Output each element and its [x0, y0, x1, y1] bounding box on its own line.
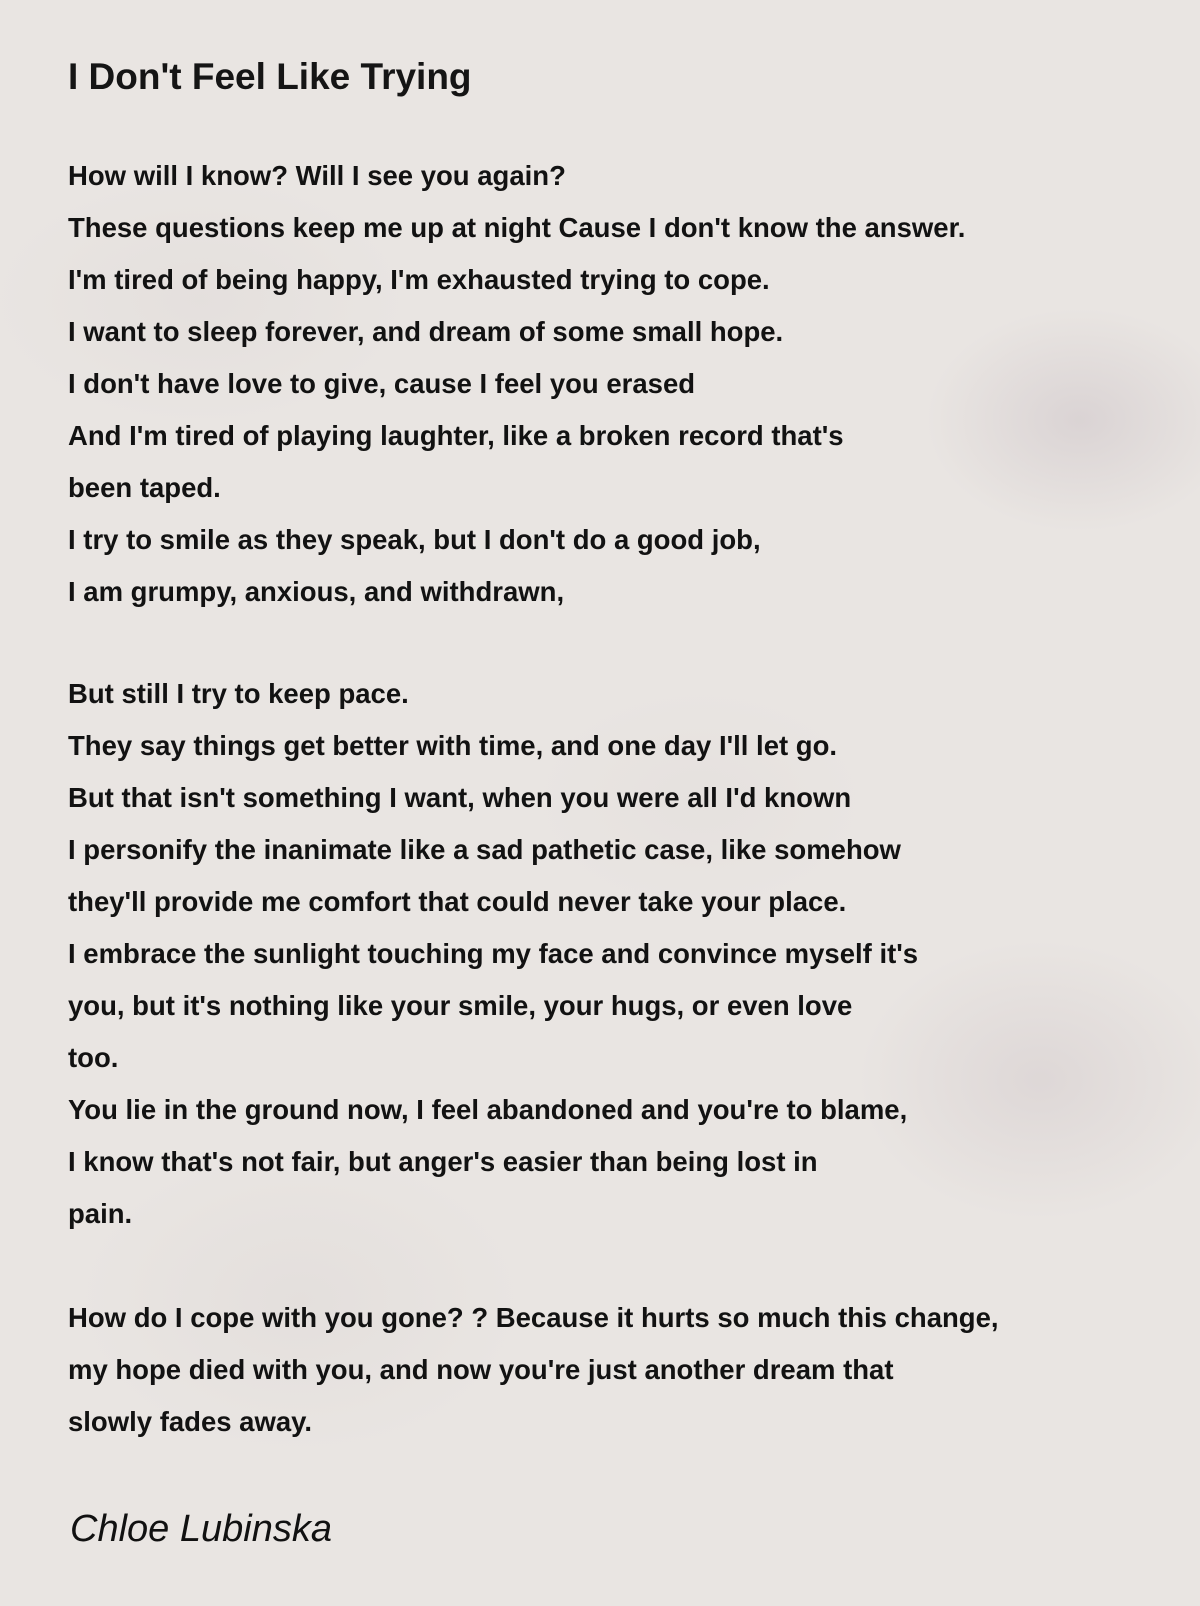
- poem-line: been taped.: [68, 472, 221, 503]
- poem-line: I personify the inanimate like a sad pathetic case, like somehow: [68, 834, 901, 865]
- poem-line: How do I cope with you gone? ? Because it hurts so much this change,: [68, 1302, 999, 1333]
- poem-line: I don't have love to give, cause I feel you erased: [68, 368, 696, 399]
- poem-line: But that isn't something I want, when you were all I'd known: [68, 782, 852, 813]
- stanza-1: [68, 150, 965, 618]
- stanza-3: [68, 1292, 999, 1448]
- poem-line: my hope died with you, and now you're just another dream that: [68, 1354, 894, 1385]
- poem-line: slowly fades away.: [68, 1406, 313, 1437]
- poem-line: But still I try to keep pace.: [68, 678, 409, 709]
- poem-line: I am grumpy, anxious, and withdrawn,: [68, 576, 565, 607]
- stanza-2: [68, 668, 918, 1240]
- author-name: Chloe Lubinska: [70, 1508, 332, 1550]
- poem-title: I Don't Feel Like Trying: [68, 56, 472, 97]
- poem-line: too.: [68, 1042, 119, 1073]
- poem-line: you, but it's nothing like your smile, your hugs, or even love: [68, 990, 853, 1021]
- poem-line: I know that's not fair, but anger's easier than being lost in: [68, 1146, 818, 1177]
- poem-line: I want to sleep forever, and dream of some small hope.: [68, 316, 784, 347]
- poem-line: They say things get better with time, and one day I'll let go.: [68, 730, 838, 761]
- poem-line: I embrace the sunlight touching my face and convince myself it's: [68, 938, 919, 969]
- poem-line: I try to smile as they speak, but I don't do a good job,: [68, 524, 761, 555]
- poem-line: You lie in the ground now, I feel abandoned and you're to blame,: [68, 1094, 908, 1125]
- poem-line: These questions keep me up at night Cause I don't know the answer.: [68, 212, 966, 243]
- poem-line: And I'm tired of playing laughter, like a broken record that's: [68, 420, 844, 451]
- poem-line: they'll provide me comfort that could never take your place.: [68, 886, 847, 917]
- poem-line: How will I know? Will I see you again?: [68, 160, 566, 191]
- poem-line: I'm tired of being happy, I'm exhausted trying to cope.: [68, 264, 770, 295]
- poem-line: pain.: [68, 1198, 133, 1229]
